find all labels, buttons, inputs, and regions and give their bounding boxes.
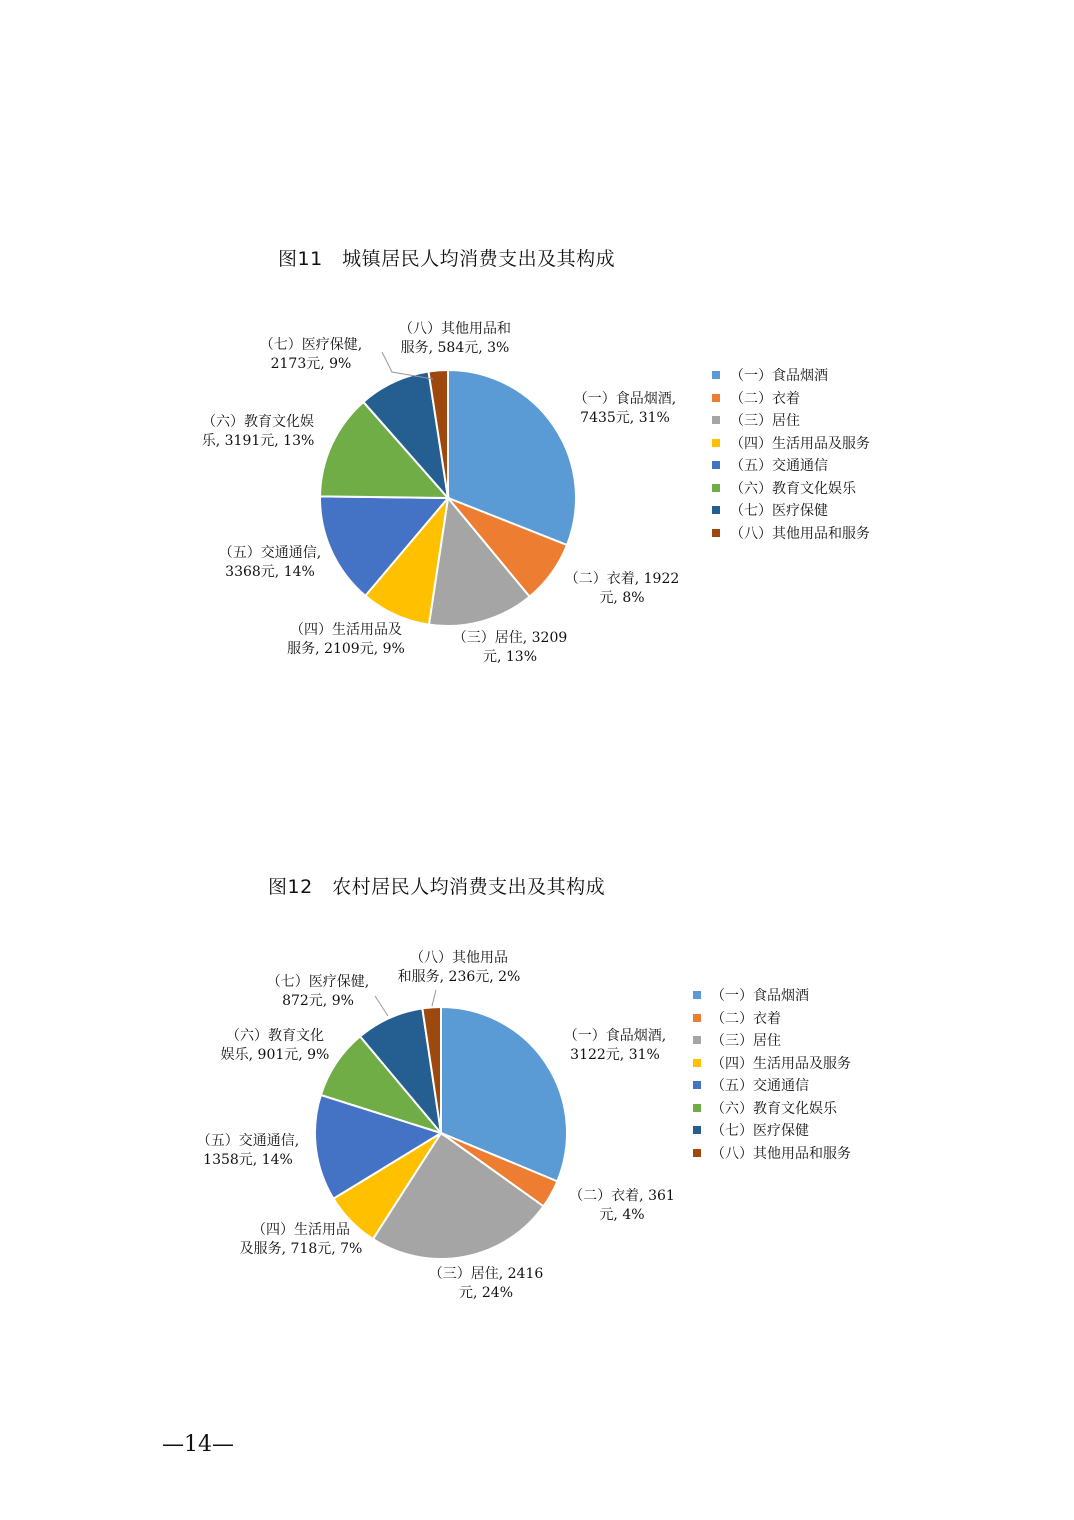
legend-item (712, 499, 870, 522)
legend-label: （二）衣着 (711, 1010, 781, 1027)
legend-swatch (693, 991, 701, 999)
slice-data-label-line: （四）生活用品及 (289, 622, 402, 638)
slice-data-label-line: （七）医疗保健, (266, 974, 370, 990)
legend-item (712, 522, 870, 545)
slice-data-label-line: 元, 24% (458, 1285, 514, 1301)
slice-data-label-line: （一）食品烟酒, (573, 391, 677, 407)
legend-label: （八）其他用品和服务 (711, 1145, 851, 1162)
slice-data-label (565, 570, 680, 608)
label-leader-line (432, 990, 436, 1006)
slice-data-label (399, 320, 511, 358)
legend-label: （一）食品烟酒 (730, 368, 828, 385)
legend-swatch (712, 439, 720, 447)
slice-data-label-line: （二）衣着, 1922 (564, 571, 680, 587)
slice-data-label-line: （一）食品烟酒, (563, 1028, 667, 1044)
slice-data-label-line: 2173元, 9% (270, 356, 352, 372)
slice-data-label (267, 973, 369, 1011)
slice-data-label-line: 元, 8% (599, 590, 645, 606)
legend-label: （二）衣着 (730, 390, 800, 407)
legend-swatch (712, 416, 720, 424)
legend-item (693, 1097, 851, 1120)
legend-label: （六）教育文化娱乐 (711, 1100, 837, 1117)
legend-item (693, 1142, 851, 1165)
legend-item (712, 409, 870, 432)
legend-item (693, 1119, 851, 1142)
slice-data-label-line: 及服务, 718元, 7% (239, 1241, 363, 1257)
chart-1-title: 图11 城镇居民人均消费支出及其构成 (278, 248, 616, 270)
slice-data-label-line: （二）衣着, 361 (569, 1188, 675, 1204)
legend-item (693, 1029, 851, 1052)
slice-data-label-line: 服务, 2109元, 9% (287, 641, 405, 657)
legend-swatch (693, 1036, 701, 1044)
slice-data-label (202, 413, 315, 451)
legend-item (712, 364, 870, 387)
slice-data-label-line: （八）其他用品 (409, 950, 508, 966)
slice-data-label-line: （三）居住, 3209 (452, 630, 568, 646)
slice-data-label-line: （三）居住, 2416 (428, 1266, 544, 1282)
slice-data-label-line: （五）交通通信, (196, 1133, 300, 1149)
legend-label: （八）其他用品和服务 (730, 525, 870, 542)
slice-data-label-line: 服务, 584元, 3% (400, 340, 510, 356)
slice-data-label-line: 元, 13% (482, 649, 538, 665)
chart-2-legend (693, 984, 851, 1164)
slice-data-label-line: 元, 4% (599, 1207, 645, 1223)
slice-data-label-line: （五）交通通信, (218, 545, 322, 561)
slice-data-label (260, 336, 362, 374)
slice-data-label (398, 949, 521, 987)
slice-data-label-line: （四）生活用品 (251, 1222, 350, 1238)
legend-swatch (693, 1081, 701, 1089)
slice-data-label (221, 1027, 330, 1065)
slice-data-label (240, 1221, 363, 1259)
legend-item (693, 1007, 851, 1030)
slice-data-label (569, 1187, 675, 1225)
label-leader-line (375, 996, 388, 1016)
slice-data-label-line: （八）其他用品和 (399, 321, 511, 337)
legend-label: （七）医疗保健 (711, 1123, 809, 1140)
legend-item (712, 454, 870, 477)
legend-label: （七）医疗保健 (730, 503, 828, 520)
legend-item (693, 984, 851, 1007)
slice-data-label (287, 621, 405, 659)
slice-data-label-line: 872元, 9% (282, 993, 354, 1009)
legend-item (712, 432, 870, 455)
slice-data-label-line: （六）教育文化 (225, 1028, 324, 1044)
legend-swatch (712, 484, 720, 492)
slice-data-label-line: （六）教育文化娱 (201, 414, 314, 430)
legend-swatch (693, 1104, 701, 1112)
slice-data-label-line: 3122元, 31% (570, 1047, 660, 1063)
legend-swatch (712, 394, 720, 402)
legend-swatch (693, 1149, 701, 1157)
legend-swatch (712, 461, 720, 469)
legend-swatch (712, 506, 720, 514)
slice-data-label (453, 629, 568, 667)
legend-item (712, 387, 870, 410)
legend-swatch (693, 1014, 701, 1022)
legend-item (693, 1074, 851, 1097)
slice-data-label-line: 3368元, 14% (225, 564, 315, 580)
slice-data-label (219, 544, 321, 582)
slice-data-label (197, 1132, 299, 1170)
chart-1-legend (712, 364, 870, 544)
slice-data-label-line: 娱乐, 901元, 9% (220, 1047, 330, 1063)
legend-swatch (712, 529, 720, 537)
legend-swatch (693, 1059, 701, 1067)
chart-2-title: 图12 农村居民人均消费支出及其构成 (268, 876, 606, 898)
page-number: —14— (162, 1432, 234, 1457)
legend-label: （六）教育文化娱乐 (730, 480, 856, 497)
slice-data-label (564, 1027, 666, 1065)
legend-label: （三）居住 (711, 1033, 781, 1050)
slice-data-label (574, 390, 676, 428)
legend-label: （四）生活用品及服务 (711, 1055, 851, 1072)
legend-item (712, 477, 870, 500)
legend-label: （一）食品烟酒 (711, 988, 809, 1005)
legend-label: （三）居住 (730, 413, 800, 430)
slice-data-label-line: 7435元, 31% (580, 410, 670, 426)
slice-data-label-line: （七）医疗保健, (259, 337, 363, 353)
legend-swatch (712, 371, 720, 379)
slice-data-label (429, 1265, 544, 1303)
slice-data-label-line: 1358元, 14% (203, 1152, 293, 1168)
legend-swatch (693, 1126, 701, 1134)
slice-data-label-line: 乐, 3191元, 13% (201, 433, 315, 449)
legend-label: （五）交通通信 (711, 1078, 809, 1095)
slice-data-label-line: 和服务, 236元, 2% (397, 969, 521, 985)
legend-label: （四）生活用品及服务 (730, 435, 870, 452)
legend-label: （五）交通通信 (730, 458, 828, 475)
legend-item (693, 1052, 851, 1075)
